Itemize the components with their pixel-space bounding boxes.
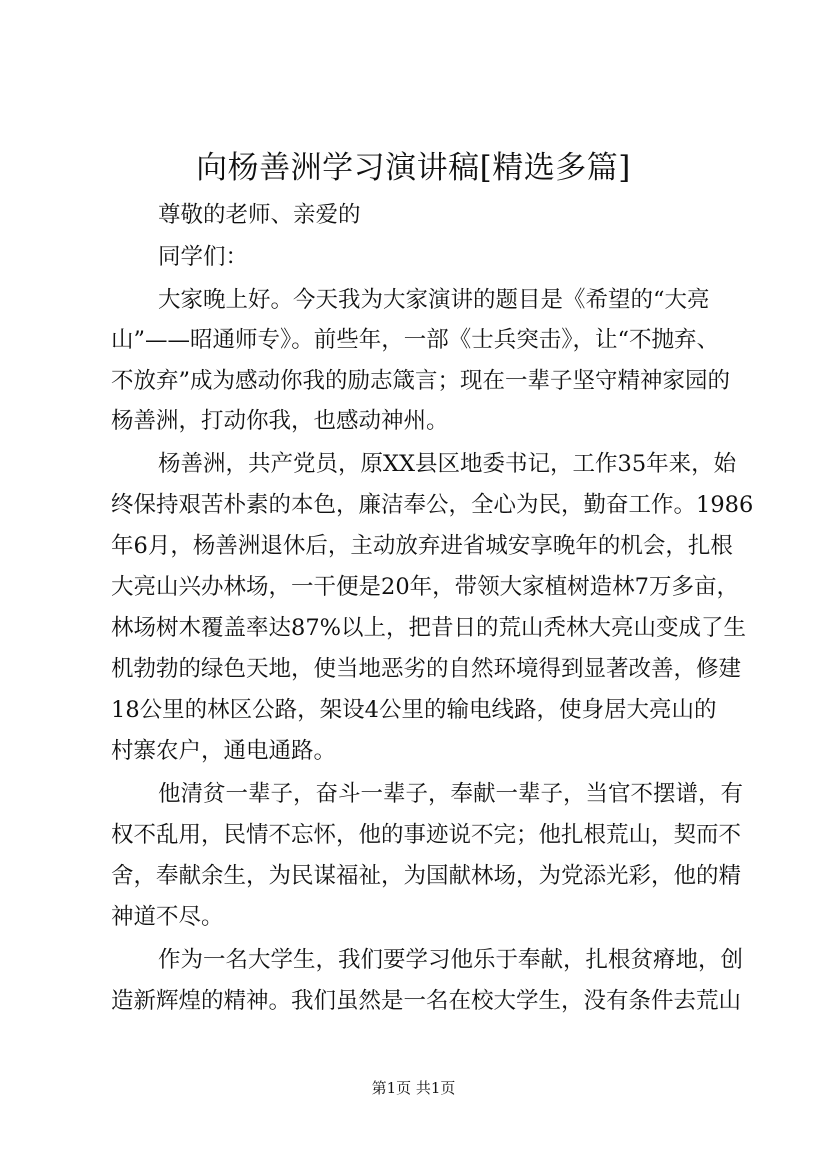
- body-line: 18公里的林区公路，架设4公里的输电线路，使身居大亮山的: [111, 697, 717, 723]
- page-title: 向杨善洲学习演讲稿[精选多篇]: [196, 150, 631, 186]
- body-line: 权不乱用，民情不忘怀，他的事迹说不完；他扎根荒山，契而不: [111, 822, 742, 848]
- body-line: 造新辉煌的精神。我们虽然是一名在校大学生，没有条件去荒山: [111, 988, 742, 1014]
- body-line: 机勃勃的绿色天地，使当地恶劣的自然环境得到显著改善，修建: [111, 656, 742, 682]
- body-line: 杨善洲，打动你我，也感动神州。: [111, 408, 449, 434]
- body-line: 不放弃”成为感动你我的励志箴言；现在一辈子坚守精神家园的: [111, 368, 731, 394]
- body-line: 大亮山兴办林场，一干便是20年，带领大家植树造林7万多亩，: [111, 574, 739, 600]
- body-line: 舍，奉献余生，为民谋福祉，为国献林场，为党添光彩，他的精: [111, 863, 742, 889]
- body-line: 终保持艰苦朴素的本色，廉洁奉公，全心为民，勤奋工作。1986: [111, 492, 754, 518]
- body-line: 作为一名大学生，我们要学习他乐于奉献，扎根贫瘠地，创: [158, 947, 744, 973]
- body-line: 他清贫一辈子，奋斗一辈子，奉献一辈子，当官不摆谱，有: [158, 781, 744, 807]
- body-line: 山”——昭通师专》。前些年，一部《士兵突击》，让“不抛弃、: [111, 327, 720, 353]
- body-line: 神道不尽。: [111, 904, 224, 930]
- body-line: 大家晚上好。今天我为大家演讲的题目是《希望的“大亮: [158, 287, 710, 313]
- page-footer: 第1页 共1页: [371, 1079, 456, 1097]
- body-line: 村寨农户，通电通路。: [111, 738, 337, 764]
- salutation-line: 同学们：: [158, 244, 249, 270]
- body-line: 杨善洲，共产党员，原XX县区地委书记，工作35年来，始: [158, 451, 737, 477]
- body-line: 年6月，杨善洲退休后，主动放弃进省城安享晚年的机会，扎根: [111, 533, 733, 559]
- salutation-line: 尊敬的老师、亲爱的: [158, 202, 361, 228]
- body-line: 林场树木覆盖率达87%以上，把昔日的荒山秃林大亮山变成了生: [111, 615, 747, 641]
